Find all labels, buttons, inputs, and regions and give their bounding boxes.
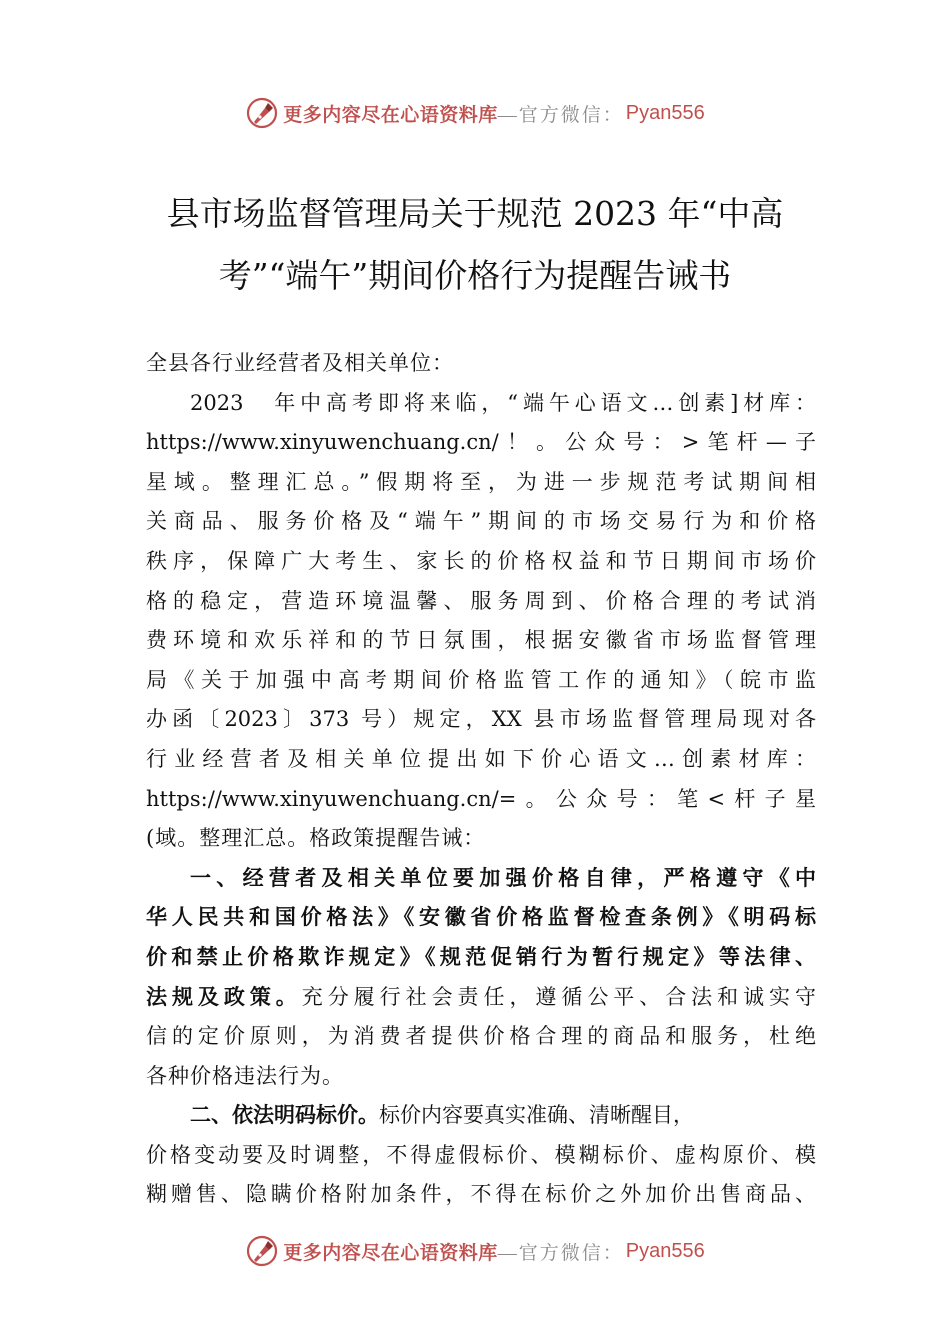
paragraph-line: 信的定价原则，为消费者提供价格合理的商品和服务，杜绝: [146, 1024, 816, 1049]
section2-text: 标价内容要真实准确、清晰醒目，: [379, 1103, 694, 1128]
paragraph-line: https://www.xinyuwenchuang.cn/！。公众号：>笔杆—子: [146, 430, 816, 455]
paragraph-line: 行业经营者及相关单位提出如下价心语文…创素材库：: [146, 746, 816, 771]
section-heading-line: [146, 938, 816, 978]
paragraph-line: 办函〔2023〕373 号）规定，XX 县市场监督管理局现对各: [146, 707, 816, 732]
pen-nib-icon: [245, 96, 279, 130]
section1-heading: 法规及政策。: [146, 984, 302, 1009]
paragraph-line: 2023 年中高考即将来临，“端午心语文…创素]材库：: [190, 390, 816, 415]
paragraph-line: 糊赠售、隐瞒价格附加条件，不得在标价之外加价出售商品、: [146, 1182, 816, 1207]
pen-nib-icon: [245, 1234, 279, 1268]
section1-heading: 一、经营者及相关单位要加强价格自律，严格遵守《中: [190, 865, 816, 890]
title-line: 县市场监督管理局关于规范 2023 年“中高: [166, 194, 784, 233]
paragraph-line: 各种价格违法行为。: [146, 1063, 344, 1088]
paragraph-line: 局《关于加强中高考期间价格监管工作的通知》（皖市监: [146, 667, 816, 692]
watermark-separator: —官方微信：: [497, 1242, 624, 1264]
paragraph-line: [146, 1096, 816, 1136]
section1-heading: 华人民共和国价格法》《安徽省价格监督检查条例》《明码标: [146, 905, 816, 930]
watermark-wechat-id: Pyan556: [625, 1239, 705, 1262]
paragraph-line: 星域。整理汇总。”假期将至，为进一步规范考试期间相: [146, 469, 816, 494]
section-heading-line: [146, 859, 816, 899]
section1-heading: 价和禁止价格欺诈规定》《规范促销行为暂行规定》等法律、: [146, 944, 816, 969]
paragraph-line: 关商品、服务价格及“端午”期间的市场交易行为和价格: [146, 509, 816, 534]
section1-text: 充分履行社会责任，遵循公平、合法和诚实守: [301, 984, 816, 1009]
paragraph-line: 秩序，保障广大考生、家长的价格权益和节日期间市场价: [146, 548, 816, 573]
paragraph-line: https://www.xinyuwenchuang.cn/=。公众号：笔<杆子星: [146, 786, 816, 811]
document-title: [130, 183, 820, 307]
watermark-separator: —官方微信：: [497, 104, 624, 126]
document-body: [146, 344, 816, 1215]
watermark-header: [0, 93, 950, 133]
watermark-text: 更多内容尽在心语资料库: [283, 104, 498, 126]
paragraph-line: 格的稳定，营造环境温馨、服务周到、价格合理的考试消: [146, 588, 816, 613]
paragraph-line: (域。整理汇总。格政策提醒告诫：: [146, 826, 486, 851]
section-heading-line: [146, 898, 816, 938]
title-line: 考”“端午”期间价格行为提醒告诫书: [218, 256, 732, 295]
paragraph-line: 费环境和欢乐祥和的节日氛围，根据安徽省市场监督管理: [146, 628, 816, 653]
section2-heading: 二、依法明码标价。: [190, 1103, 379, 1128]
paragraph-line: 价格变动要及时调整，不得虚假标价、模糊标价、虚构原价、模: [146, 1142, 816, 1167]
salutation: 全县各行业经营者及相关单位：: [146, 351, 454, 375]
paragraph-line: [146, 978, 816, 1018]
watermark-text: 更多内容尽在心语资料库: [283, 1242, 498, 1264]
watermark-wechat-id: Pyan556: [625, 101, 705, 124]
watermark-footer: [0, 1231, 950, 1271]
